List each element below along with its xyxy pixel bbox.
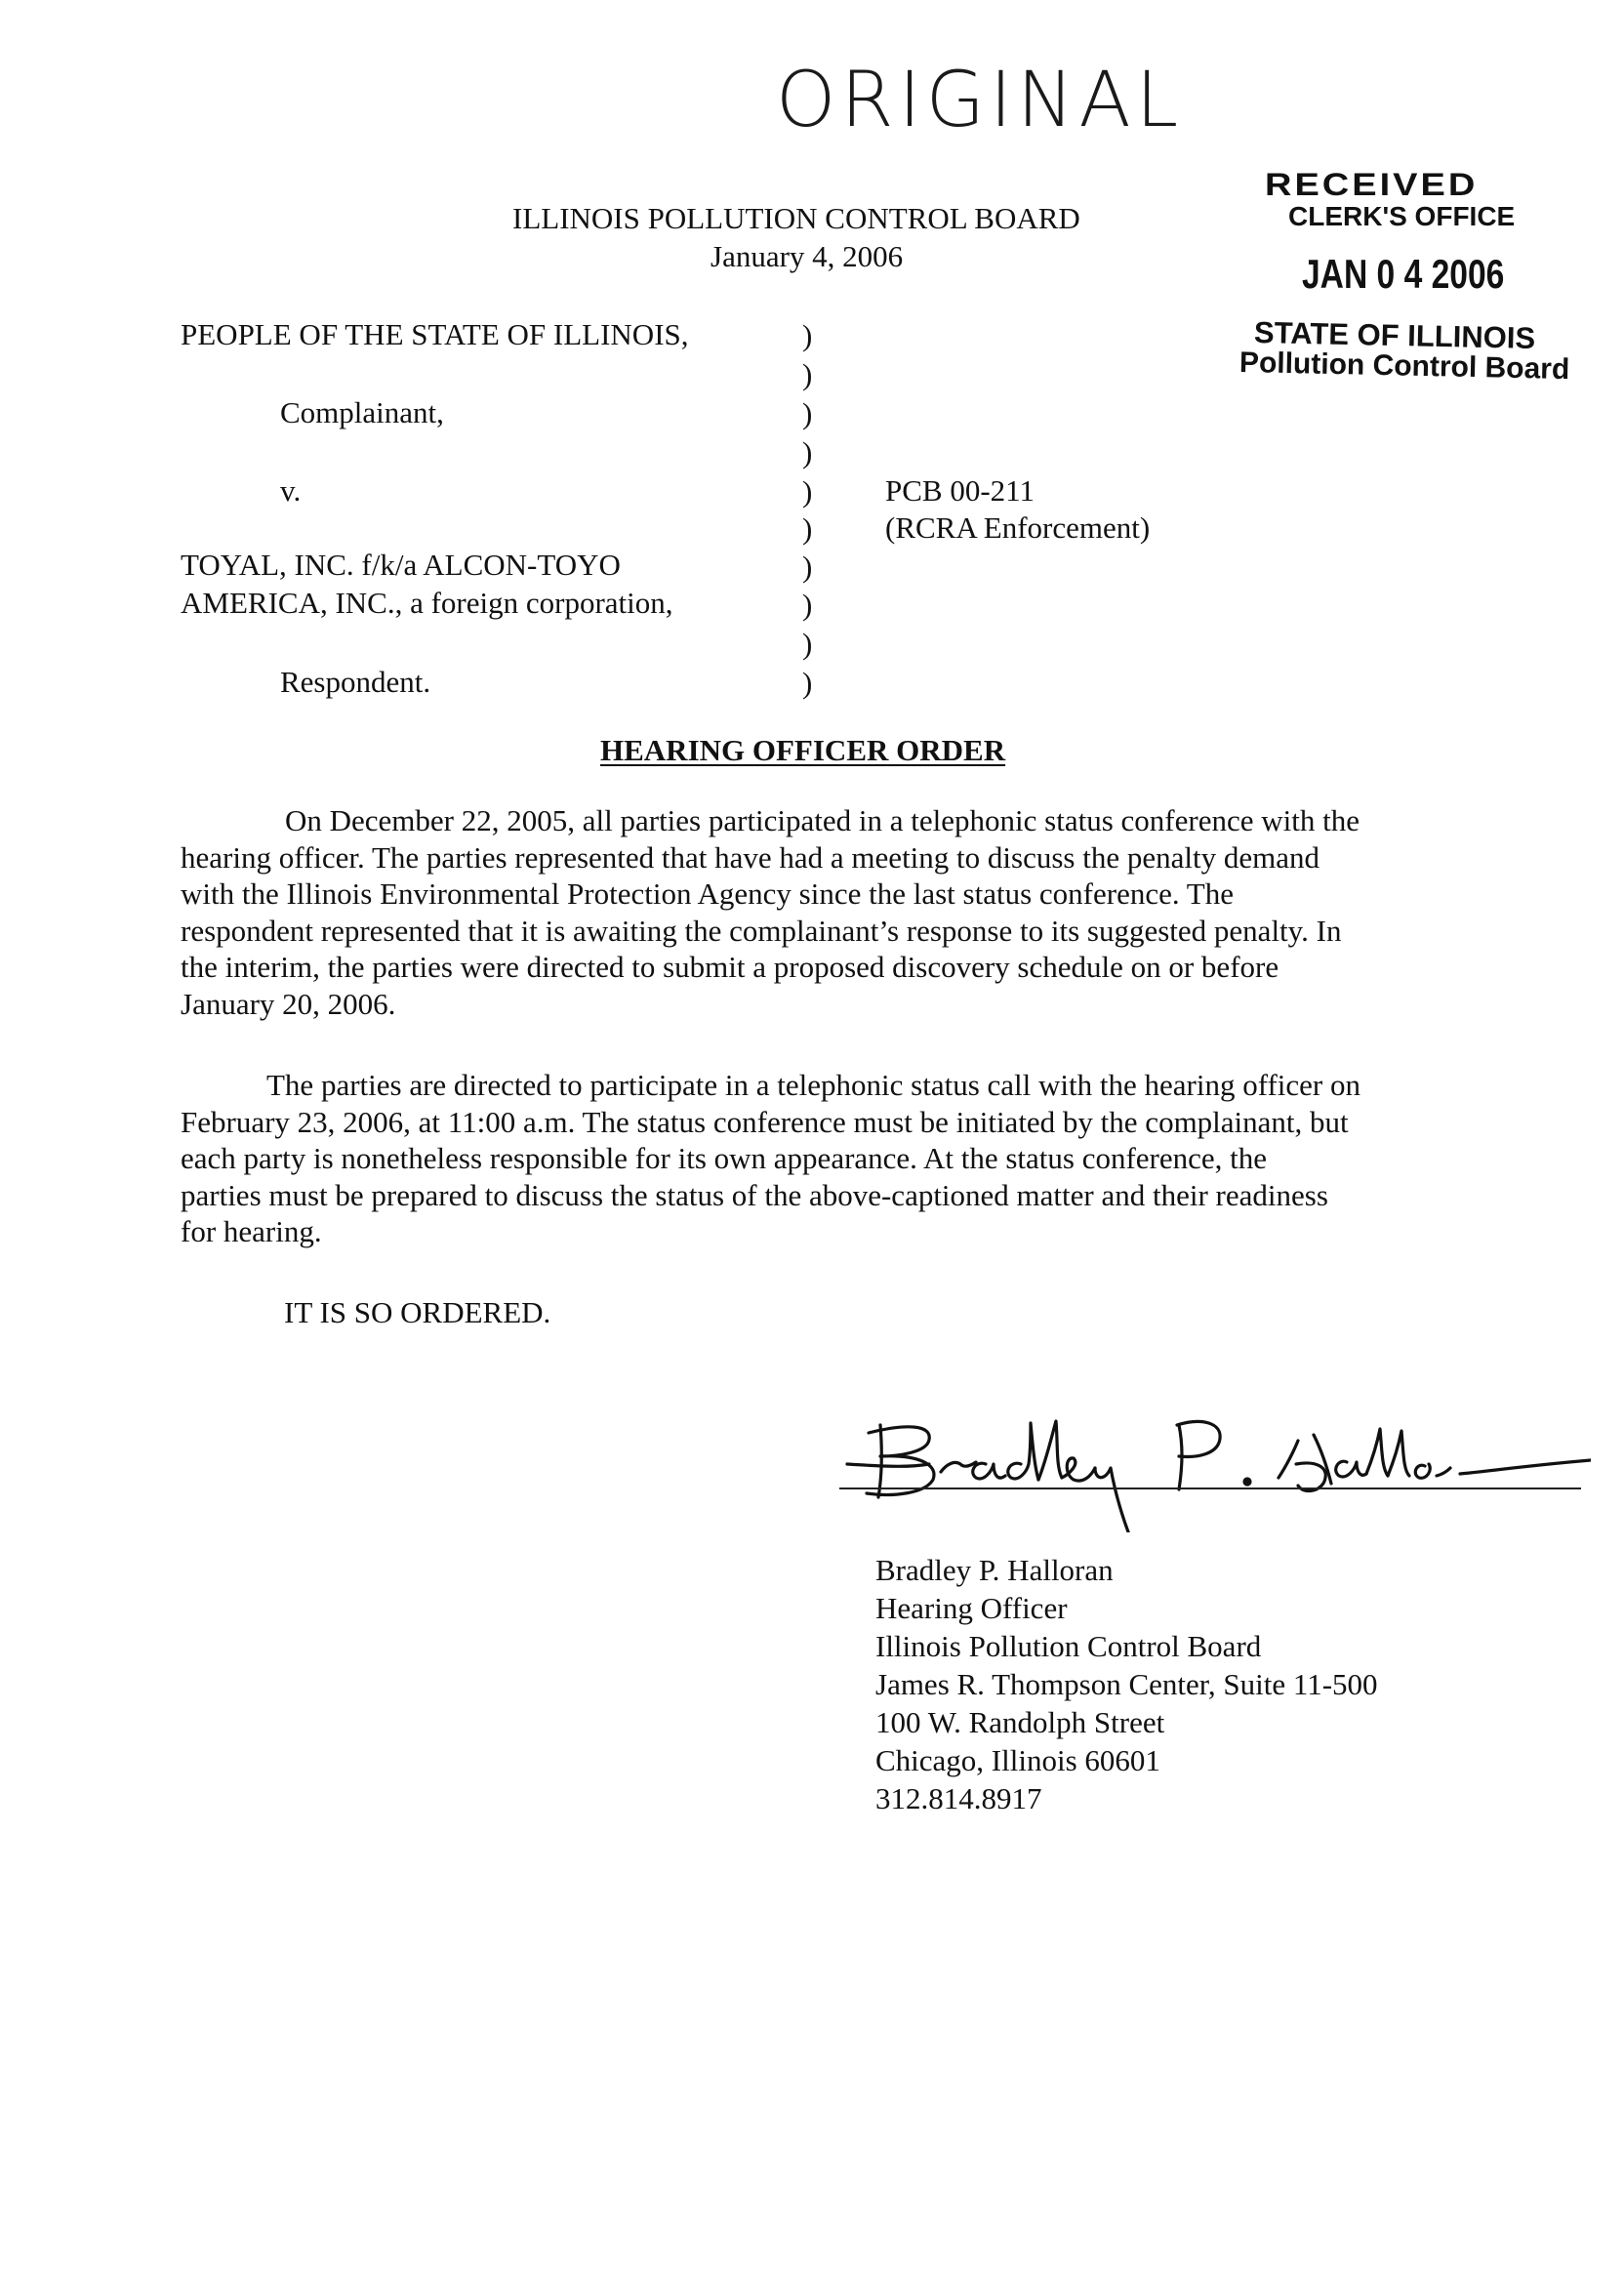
paragraph-line: respondent represented that it is awaiting the complainant’s response to its suggested penalty. In [181,913,1342,948]
caption-parenthesis: ) [802,318,813,352]
case-number: PCB 00-211 [885,473,1035,508]
versus: v. [280,473,302,508]
signature [839,1396,1591,1532]
paragraph-line: January 20, 2006. [181,986,396,1021]
signature-line [839,1487,1581,1489]
caption-parenthesis: ) [802,357,813,391]
received-stamp-board: Pollution Control Board [1238,346,1570,387]
paragraph-line: parties must be prepared to discuss the status of the above-captioned matter and their readiness [181,1177,1328,1212]
paragraph-line: the interim, the parties were directed to submit a proposed discovery schedule on or before [181,950,1279,985]
caption-parenthesis: ) [802,666,813,700]
caption-parenthesis: ) [802,588,813,622]
paragraph-line: On December 22, 2005, all parties participated in a telephonic status conference with the [285,803,1360,837]
caption-parenthesis: ) [802,435,813,469]
original-stamp: ORIGINAL [776,57,1184,144]
respondent-role: Respondent. [280,665,431,699]
paragraph-line: February 23, 2006, at 11:00 a.m. The status conference must be initiated by the complainant, but [181,1104,1349,1139]
signatory-building: James R. Thompson Center, Suite 11-500 [875,1667,1378,1701]
paragraph-line: with the Illinois Environmental Protection Agency since the last status conference. The [181,876,1234,912]
paragraph-line: hearing officer. The parties represented that have had a meeting to discuss the penalty demand [181,839,1320,875]
respondent-party-line1: TOYAL, INC. f/k/a ALCON-TOYO [181,548,621,582]
signatory-city: Chicago, Illinois 60601 [875,1743,1160,1777]
case-type: (RCRA Enforcement) [885,510,1151,545]
received-stamp-state: STATE OF ILLINOIS [1253,315,1536,356]
order-date: January 4, 2006 [710,239,904,273]
signatory-street: 100 W. Randolph Street [875,1705,1165,1739]
paragraph-line: each party is nonetheless responsible for its own appearance. At the status conference, the [181,1141,1268,1176]
paragraph-line: The parties are directed to participate in a telephonic status call with the hearing officer on [266,1068,1360,1102]
complainant-party: PEOPLE OF THE STATE OF ILLINOIS, [181,317,689,351]
signatory-organization: Illinois Pollution Control Board [875,1629,1262,1663]
caption-parenthesis: ) [802,396,813,430]
order-title: HEARING OFFICER ORDER [600,733,1006,767]
received-stamp-title: RECEIVED [1265,168,1479,203]
received-stamp-office: CLERK'S OFFICE [1288,201,1516,231]
received-stamp-date: JAN 0 4 2006 [1302,251,1505,297]
paragraph-1 [181,802,1469,1023]
complainant-role: Complainant, [280,395,444,429]
caption-parenthesis: ) [802,474,813,509]
closing-statement: IT IS SO ORDERED. [284,1295,551,1329]
caption-parenthesis: ) [802,550,813,584]
signatory-name: Bradley P. Halloran [875,1553,1114,1587]
paragraph-2 [181,1067,1469,1250]
caption-parenthesis: ) [802,627,813,661]
board-name: ILLINOIS POLLUTION CONTROL BOARD [512,201,1080,235]
signatory-title: Hearing Officer [875,1591,1068,1625]
signatory-phone: 312.814.8917 [875,1781,1042,1815]
respondent-party-line2: AMERICA, INC., a foreign corporation, [181,586,673,620]
paragraph-line: for hearing. [181,1214,322,1249]
caption-parenthesis: ) [802,511,813,546]
